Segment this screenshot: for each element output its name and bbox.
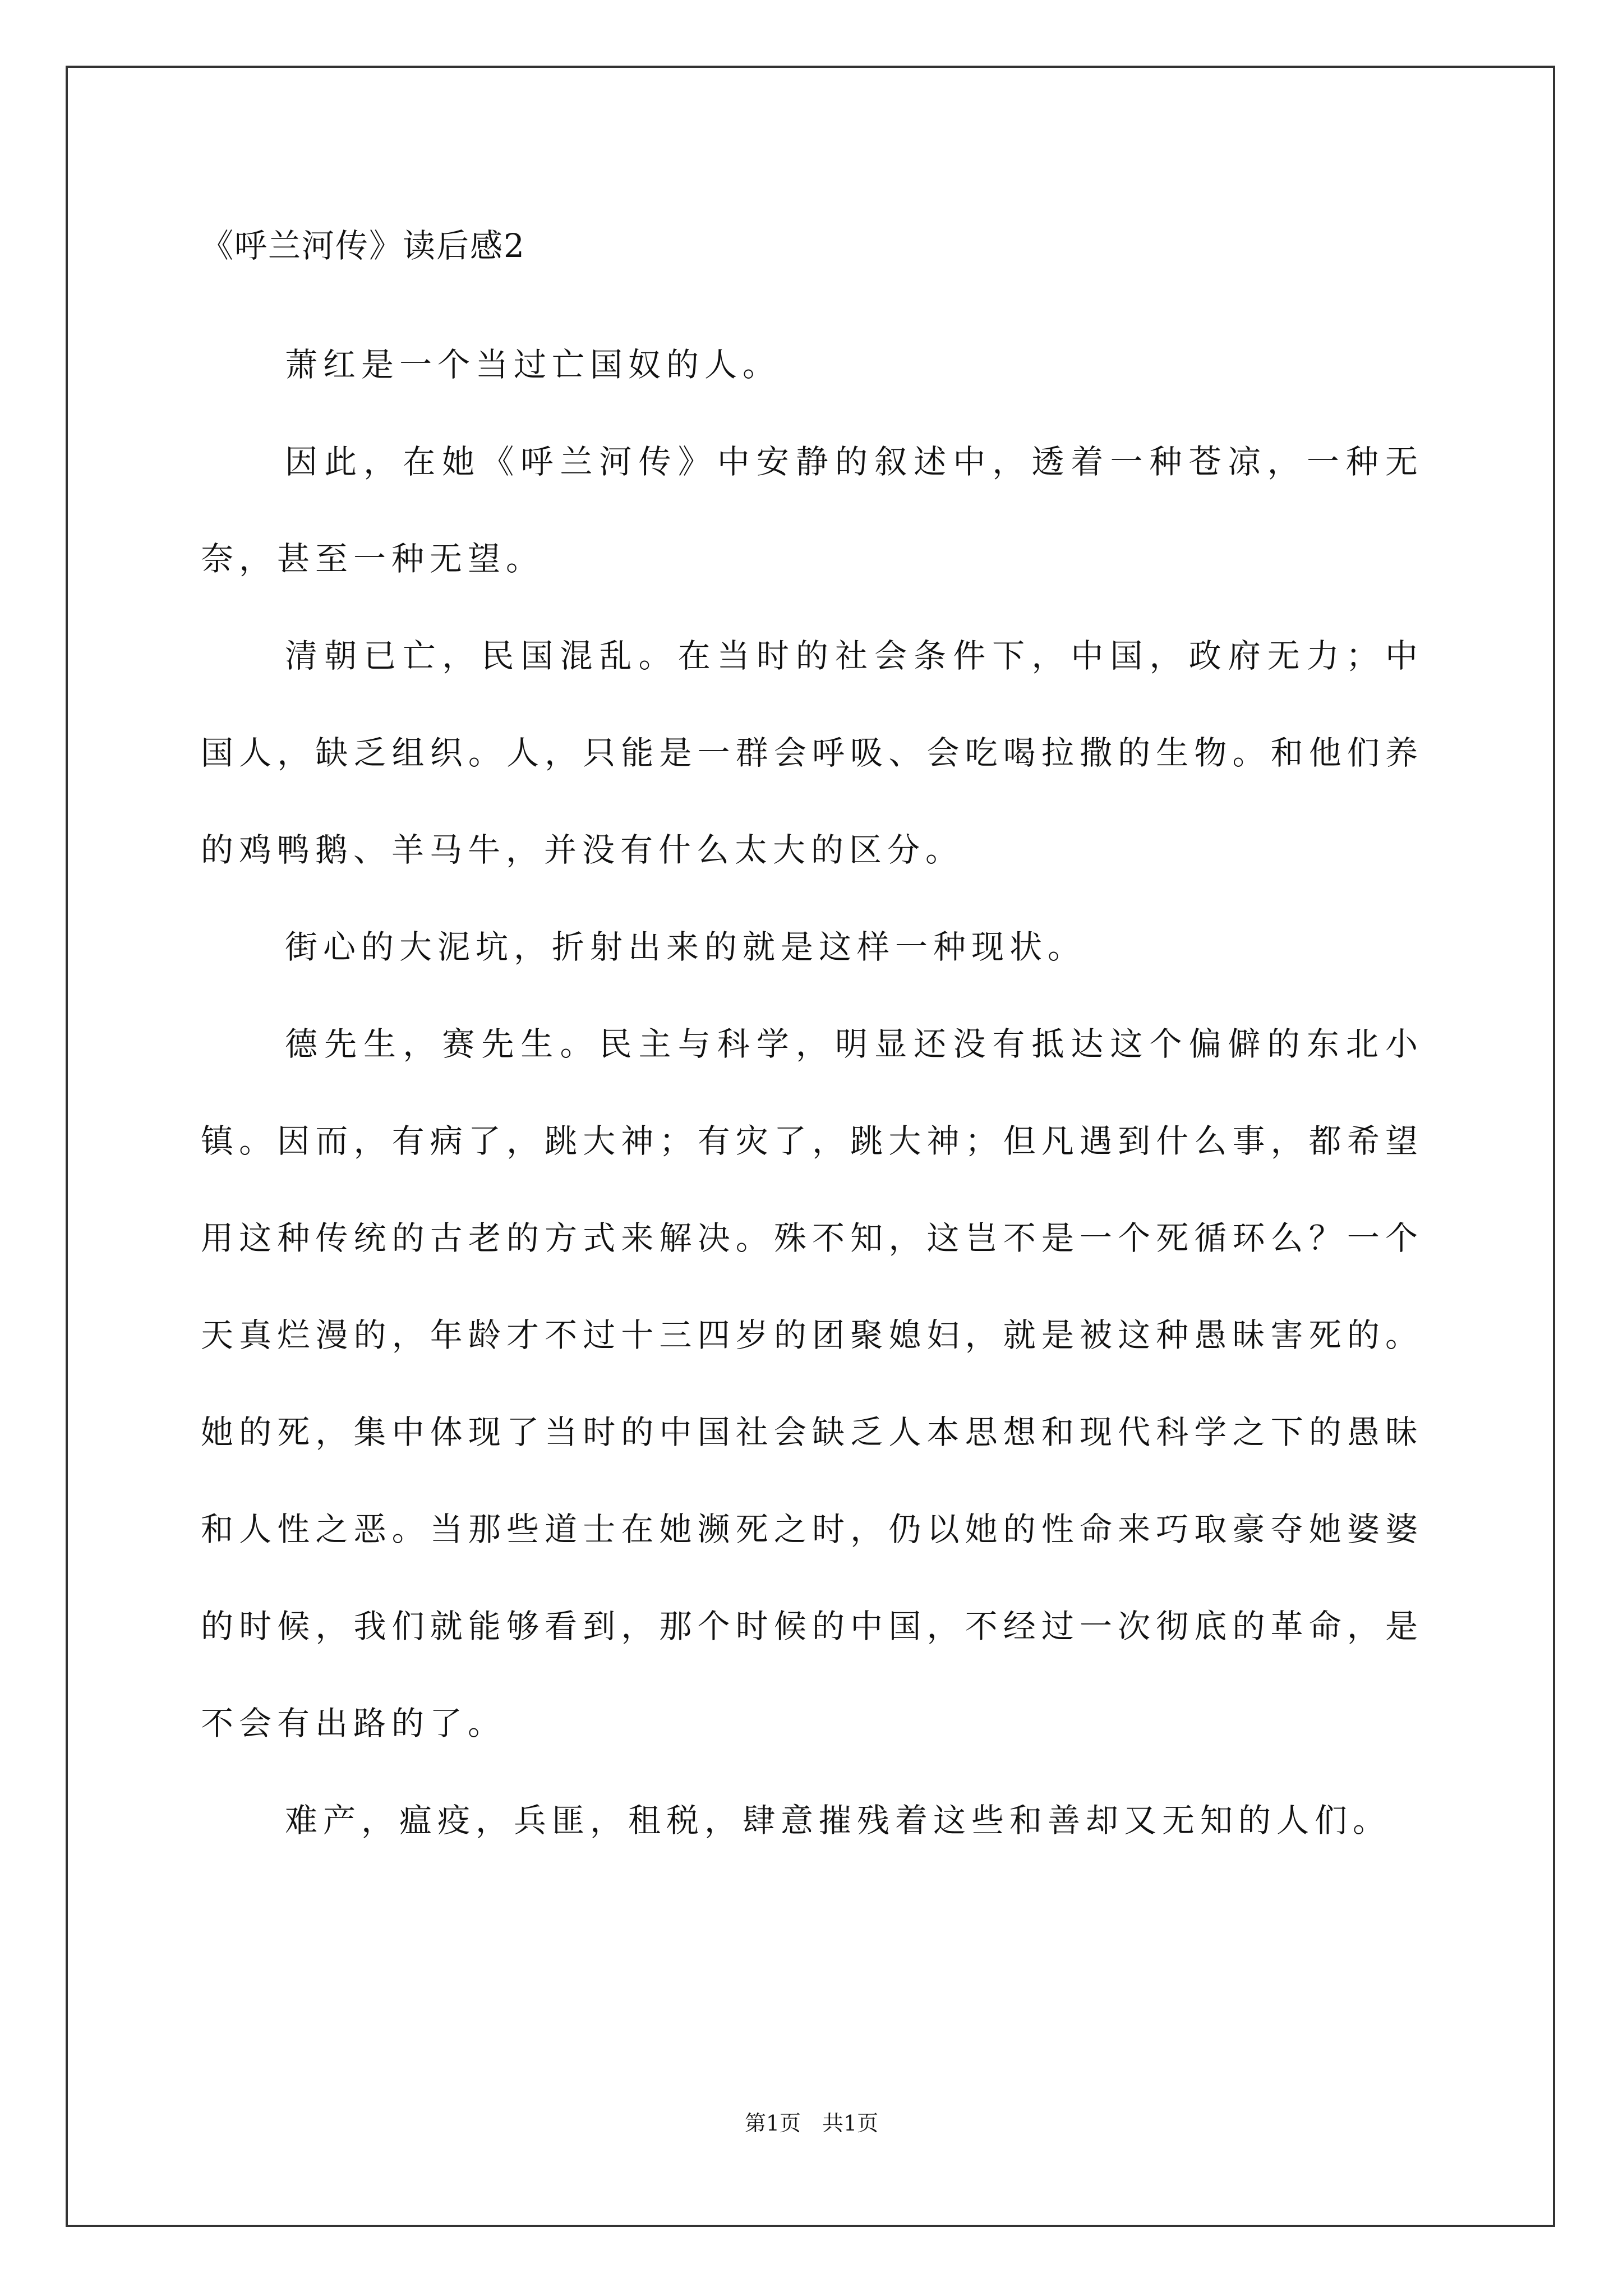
paragraph: 街心的大泥坑，折射出来的就是这样一种现状。 bbox=[285, 928, 1086, 966]
paragraph: 萧红是一个当过亡国奴的人。 bbox=[285, 346, 781, 384]
page-footer: 第1页 共1页 bbox=[744, 2111, 879, 2136]
paragraph: 清朝已亡，民国混乱。在当时的社会条件下，中国，政府无力；中国人，缺乏组织。人，只能是一群会呼吸、会吃喝拉撒的生物。和他们养的鸡鸭鹅、羊马牛，并没有什么太大的区分。 bbox=[201, 637, 1423, 869]
paragraph: 难产，瘟疫，兵匪，租税，肆意摧残着这些和善却又无知的人们。 bbox=[285, 1801, 1391, 1839]
paragraph: 因此，在她《呼兰河传》中安静的叙述中，透着一种苍凉，一种无奈，甚至一种无望。 bbox=[201, 443, 1423, 578]
document-title: 《呼兰河传》读后感2 bbox=[201, 227, 525, 265]
document-body bbox=[201, 208, 1423, 1869]
paragraph: 德先生，赛先生。民主与科学，明显还没有抵达这个偏僻的东北小镇。因而，有病了，跳大神；有灾了，跳大神；但凡遇到什么事，都希望用这种传统的古老的方式来解决。殊不知，这岂不是一个死循环么？一个天真烂漫的，年龄才不过十三四岁的团聚媳妇，就是被这种愚昧害死的。她的死，集中体现了当时的中国社会缺乏人本思想和现代科学之下的愚昧和人性之恶。当那些道士在她濒死之时，仍以她的性命来巧取豪夺她婆婆的时候，我们就能够看到，那个时候的中国，不经过一次彻底的革命，是不会有出路的了。 bbox=[201, 1025, 1423, 1742]
